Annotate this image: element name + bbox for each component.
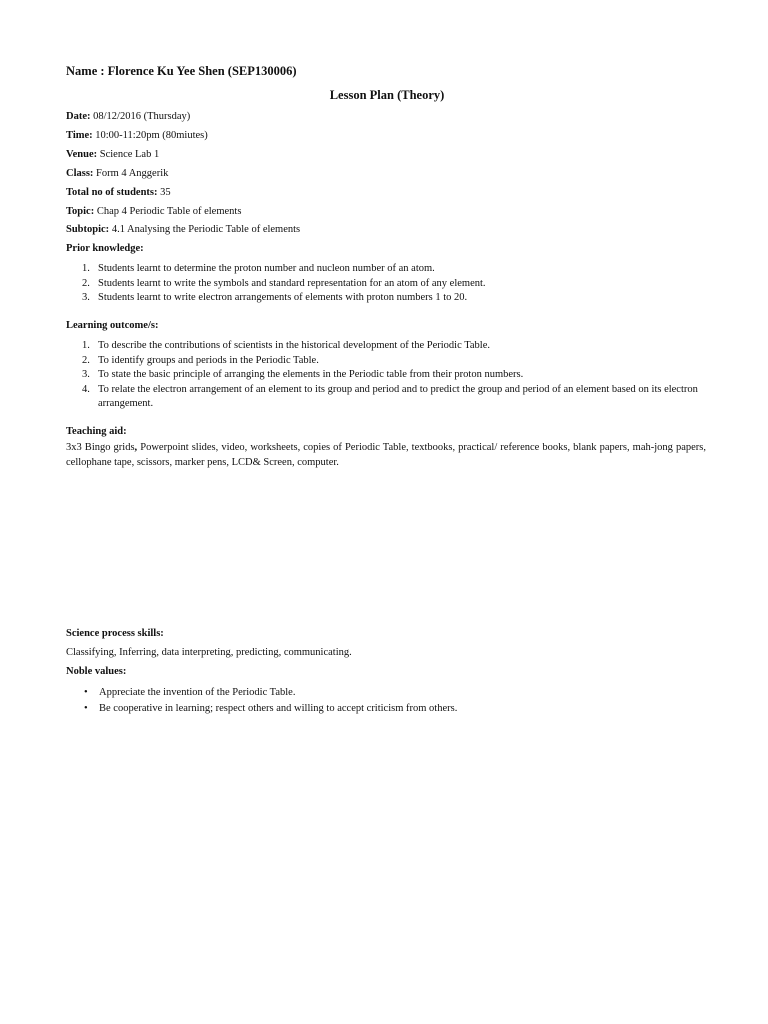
list-item-number: 1. bbox=[82, 340, 90, 351]
teaching-aid-heading: Teaching aid: bbox=[66, 426, 127, 437]
subtopic-value: 4.1 Analysing the Periodic Table of elements bbox=[109, 224, 301, 235]
list-item-number: 1. bbox=[82, 263, 90, 274]
list-item-text: Students learnt to write the symbols and standard representation for an atom of any element. bbox=[98, 277, 486, 289]
prior-knowledge-list bbox=[66, 262, 706, 306]
venue-value: Science Lab 1 bbox=[97, 149, 160, 160]
topic-value: Chap 4 Periodic Table of elements bbox=[94, 206, 242, 217]
bullet-icon: • bbox=[84, 687, 88, 698]
date-value: 08/12/2016 (Thursday) bbox=[90, 111, 191, 122]
list-item bbox=[66, 383, 706, 412]
list-item-number: 2. bbox=[82, 277, 90, 289]
class-value: Form 4 Anggerik bbox=[93, 168, 169, 179]
class-label: Class: bbox=[66, 168, 94, 179]
teaching-aid-text-start: 3x3 Bingo grids bbox=[66, 442, 135, 453]
list-item bbox=[66, 368, 706, 383]
time-field bbox=[66, 130, 208, 141]
subtopic-label: Subtopic: bbox=[66, 224, 110, 235]
list-item-number: 3. bbox=[82, 369, 90, 380]
list-item bbox=[66, 354, 706, 369]
list-item bbox=[66, 277, 706, 292]
student-name-line: Name : Florence Ku Yee Shen (SEP130006) bbox=[66, 64, 297, 78]
list-item-text: Be cooperative in learning; respect others and willing to accept criticism from others. bbox=[99, 702, 458, 714]
list-item-text: To state the basic principle of arranging the elements in the Periodic table from their proton numbers. bbox=[98, 369, 524, 380]
total-students-value: 35 bbox=[157, 187, 171, 198]
total-students-field bbox=[66, 187, 171, 198]
date-label: Date: bbox=[66, 111, 91, 122]
list-item bbox=[66, 291, 706, 306]
list-item bbox=[66, 685, 706, 701]
list-item bbox=[66, 701, 706, 717]
learning-outcomes-heading: Learning outcome/s: bbox=[66, 320, 159, 331]
venue-label: Venue: bbox=[66, 149, 98, 160]
list-item bbox=[66, 339, 706, 354]
list-item-number: 3. bbox=[82, 292, 90, 303]
teaching-aid-text bbox=[66, 441, 706, 470]
date-field bbox=[66, 111, 190, 122]
list-item-number: 2. bbox=[82, 354, 90, 366]
time-value: 10:00-11:20pm (80miutes) bbox=[92, 130, 208, 141]
page-title: Lesson Plan (Theory) bbox=[329, 88, 445, 102]
science-process-skills-text: Classifying, Inferring, data interpreting, predicting, communicating. bbox=[66, 647, 352, 658]
noble-values-heading: Noble values: bbox=[66, 666, 127, 677]
science-process-skills-heading: Science process skills: bbox=[66, 628, 164, 639]
total-students-label: Total no of students: bbox=[66, 187, 158, 198]
list-item-text: To identify groups and periods in the Periodic Table. bbox=[98, 354, 319, 366]
teaching-aid-bold-comma: , bbox=[134, 442, 138, 453]
topic-label: Topic: bbox=[66, 206, 95, 217]
list-item-text: Students learnt to determine the proton number and nucleon number of an atom. bbox=[98, 263, 435, 274]
list-item-number: 4. bbox=[82, 383, 90, 395]
noble-values-list bbox=[66, 685, 706, 716]
bullet-icon: • bbox=[84, 702, 88, 714]
list-item-text: Appreciate the invention of the Periodic Table. bbox=[99, 687, 296, 698]
teaching-aid-text-rest: Powerpoint slides, video, worksheets, copies of Periodic Table, textbooks, practical/ reference books, blank papers, mah-jong papers, cellophane tape, scissors, marker pens, LCD& Screen, computer. bbox=[66, 442, 706, 468]
list-item bbox=[66, 262, 706, 277]
class-field bbox=[66, 168, 168, 179]
topic-field bbox=[66, 206, 241, 217]
learning-outcomes-list bbox=[66, 339, 706, 412]
list-item-text: To describe the contributions of scientists in the historical development of the Periodic Table. bbox=[98, 340, 490, 351]
prior-knowledge-heading: Prior knowledge: bbox=[66, 243, 144, 254]
list-item-text: To relate the electron arrangement of an element to its group and period and to predict the group and period of an element based on its electron arrangement. bbox=[98, 383, 698, 409]
venue-field bbox=[66, 149, 159, 160]
time-label: Time: bbox=[66, 130, 93, 141]
list-item-text: Students learnt to write electron arrangements of elements with proton numbers 1 to 20. bbox=[98, 292, 468, 303]
subtopic-field bbox=[66, 224, 300, 235]
